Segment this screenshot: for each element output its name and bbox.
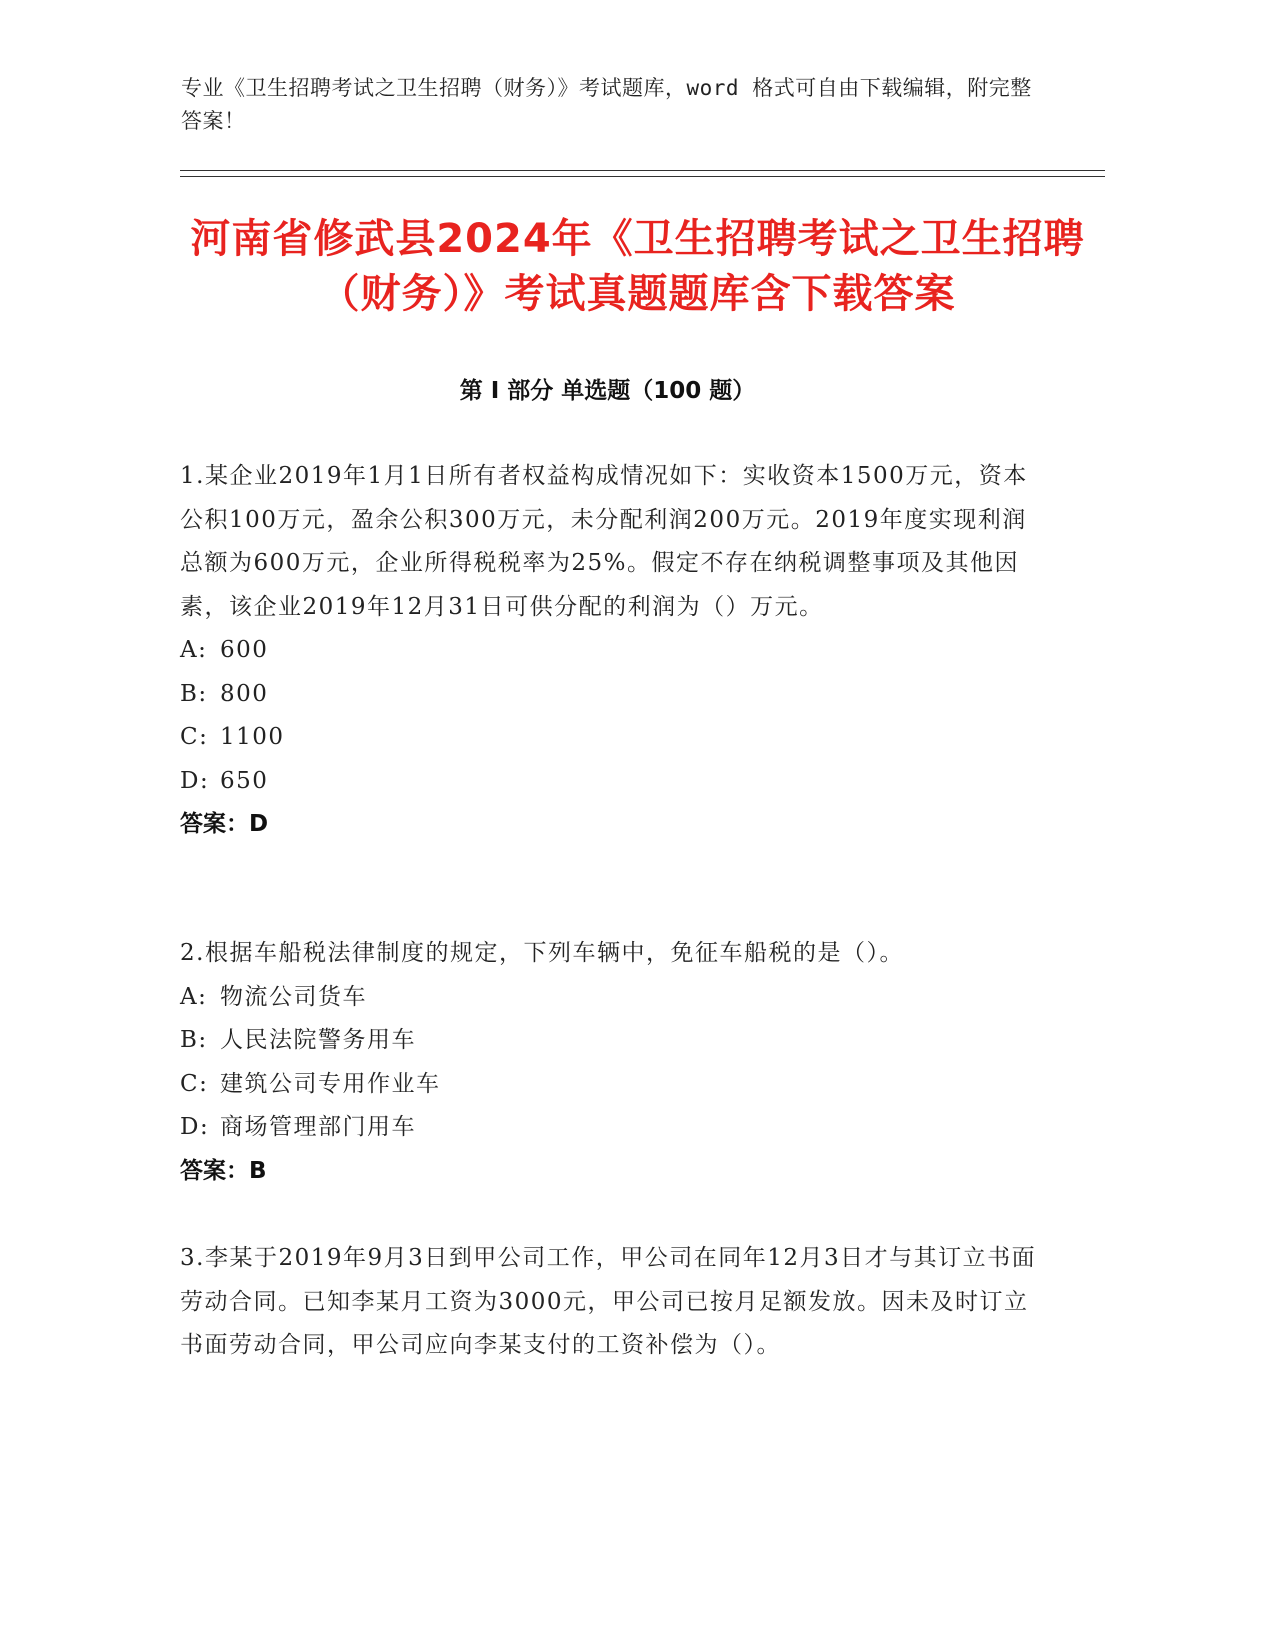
- option-text: 商场管理部门用车: [220, 1114, 416, 1140]
- option-key: C:: [180, 1070, 209, 1097]
- header-divider-bottom: [180, 176, 1105, 177]
- option-key: C:: [180, 724, 209, 750]
- option-a: [180, 629, 1040, 673]
- option-d: [180, 1106, 1040, 1150]
- header-divider-top: [180, 170, 1105, 171]
- option-text: 物流公司货车: [220, 983, 367, 1010]
- option-a: [180, 976, 1040, 1020]
- option-text: 人民法院警务用车: [220, 1027, 416, 1053]
- option-key: A:: [180, 637, 208, 663]
- option-text: 1100: [220, 724, 285, 750]
- option-key: B:: [180, 1027, 208, 1053]
- header-note: 专业《卫生招聘考试之卫生招聘（财务）》考试题库，word 格式可自由下载编辑，附完整答案！: [181, 76, 1032, 133]
- answer-line: [180, 803, 1040, 847]
- question-stem: 2.根据车船税法律制度的规定，下列车辆中，免征车船税的是（）。: [180, 940, 904, 966]
- question-3: [180, 1237, 1040, 1368]
- document-title: 河南省修武县2024年《卫生招聘考试之卫生招聘（财务）》考试真题题库含下载答案: [190, 216, 1085, 317]
- option-c: [180, 716, 1040, 760]
- option-text: 650: [220, 767, 269, 794]
- answer-line: [180, 1150, 1040, 1194]
- option-text: 800: [220, 680, 269, 707]
- option-b: [180, 1019, 1040, 1063]
- answer-value: D: [249, 811, 269, 837]
- option-key: A:: [180, 983, 208, 1010]
- question-2: [180, 932, 1040, 1193]
- answer-value: B: [249, 1157, 267, 1184]
- option-key: B:: [180, 680, 208, 707]
- question-stem: 3.李某于2019年9月3日到甲公司工作，甲公司在同年12月3日才与其订立书面劳动合同。已知李某月工资为3000元，甲公司已按月足额发放。因未及时订立书面劳动合同，甲公司应向李某支付的工资补偿为（）。: [180, 1245, 1037, 1358]
- option-key: D:: [180, 767, 210, 794]
- option-key: D:: [180, 1114, 210, 1140]
- answer-prefix: 答案：: [180, 1157, 249, 1184]
- answer-prefix: 答案：: [180, 811, 249, 837]
- option-d: [180, 760, 1040, 804]
- option-text: 600: [220, 637, 269, 663]
- option-b: [180, 673, 1040, 717]
- question-stem: 1.某企业2019年1月1日所有者权益构成情况如下：实收资本1500万元，资本公积100万元，盈余公积300万元，未分配利润200万元。2019年度实现利润总额为600万元，企业所得税税率为25%。假定不存在纳税调整事项及其他因素，该企业2019年12月31日可供分配的利润为（）万元。: [180, 463, 1028, 620]
- section-heading: 第 I 部分 单选题（100 题）: [459, 378, 756, 404]
- option-text: 建筑公司专用作业车: [220, 1070, 441, 1097]
- question-1: [180, 455, 1040, 847]
- option-c: [180, 1063, 1040, 1107]
